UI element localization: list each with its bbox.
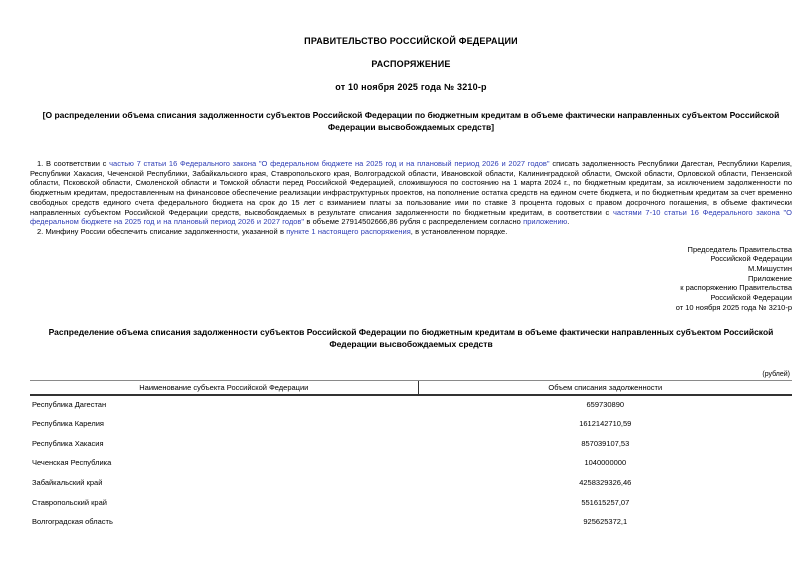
column-header-amount: Объем списания задолженности (548, 382, 663, 392)
paragraph-1-tail: . (567, 217, 570, 227)
paragraph-2-tail: , в установленном порядке. (410, 226, 508, 236)
subject-name-cell: Ставропольский край (32, 497, 107, 507)
paragraph-2 (30, 227, 792, 237)
signature-line: Председатель Правительства (687, 244, 792, 254)
annex-ref-line: Российской Федерации (710, 293, 792, 303)
doc-type: РАСПОРЯЖЕНИЕ (371, 59, 451, 69)
paragraph-1-mid: списать задолженность Республики Дагестан, Республики Карелия, Республики Хакасия, Чеченской Республики, Забайкальского края, Ставропольского края, Волгоградской области, Ивановской области, Калининградской области, Омской области, Орловской области, Пензенской области, Псковской области, Смоленской области и Томской области перед Российской Федерацией, сложившуюся по состоянию на 1 марта 2024 г., по бюджетным кредитам, за исключением задолженности по бюджетным кредитам, предоставленным на финансовое обеспечение реализации инфраструктурных проектов, на пополнение остатка средств на едином счете бюджета, и по бюджетным кредитам за счет временно свободных средств единого счета федерального бюджета на срок до 15 лет с взиманием платы за пользование ими по ставке 3 процента годовых с правом досрочного погашения, в объеме фактически направленных субъектом Российской Федерации средств, высвобождаемых в результате списания задолженности по бюджетным кредитам, в соответствии с (30, 159, 793, 217)
amount-cell: 925625372,1 (583, 517, 628, 527)
subject-name-cell: Республика Карелия (32, 419, 104, 429)
table-row (30, 415, 792, 435)
amount-cell: 551615257,07 (581, 497, 630, 507)
amount-cell: 1612142710,59 (579, 419, 632, 429)
annex-ref-line: от 10 ноября 2025 года № 3210-р (675, 302, 792, 312)
subject-name-cell: Республика Дагестан (32, 399, 107, 409)
law-link-2[interactable]: частями 7-10 статьи 16 Федерального закона "О федеральном бюджете на 2025 год и на плановый период 2026 и 2027 годов" (30, 207, 792, 227)
subjects-table (30, 380, 792, 533)
column-header-subject: Наименование субъекта Российской Федерации (30, 381, 419, 394)
table-row (30, 474, 792, 494)
subject-name-cell: Чеченская Республика (32, 458, 112, 468)
units-note: (рублей) (762, 370, 790, 378)
doc-date-number: от 10 ноября 2025 года № 3210-р (335, 82, 487, 92)
annex-ref-line: Приложение (748, 273, 792, 283)
table-row (30, 435, 792, 455)
table-row (30, 396, 792, 416)
amount-cell: 1040000000 (584, 458, 627, 468)
doc-title: [О распределении объема списания задолженности субъектов Российской Федерации по бюджетным кредитам в объеме фактически направленных субъектом Российской Федерации высвобождаемых средств] (42, 110, 780, 132)
amount-cell: 659730890 (586, 399, 625, 409)
paragraph-1-amount: в объеме 27914502666,86 рубля с распределением согласно (304, 217, 524, 227)
annex-ref-line: к распоряжению Правительства (680, 283, 792, 293)
table-header-row (30, 380, 792, 396)
table-row (30, 454, 792, 474)
paragraph-1-lead: 1. В соответствии с (37, 159, 110, 168)
paragraph-2-lead: 2. Минфину России обеспечить списание задолженности, указанной в (37, 226, 287, 236)
subject-name-cell: Забайкальский край (32, 477, 103, 487)
table-row (30, 513, 792, 533)
annex-link[interactable]: приложению (523, 217, 568, 227)
law-link-1[interactable]: частью 7 статьи 16 Федерального закона "О федеральном бюджете на 2025 год и на плановый период 2026 и 2027 годов" (109, 159, 550, 168)
clause-1-link[interactable]: пункте 1 настоящего распоряжения (286, 226, 411, 236)
paragraph-1 (30, 159, 792, 227)
subject-name-cell: Волгоградская область (32, 517, 113, 527)
signature-line: Российской Федерации (710, 254, 792, 264)
amount-cell: 857039107,53 (581, 438, 630, 448)
subject-name-cell: Республика Хакасия (32, 438, 104, 448)
appendix-title: Распределение объема списания задолженности субъектов Российской Федерации по бюджетным кредитам в объеме фактически направленных субъектом Российской Федерации высвобождаемых средств (48, 326, 774, 349)
authority-title: ПРАВИТЕЛЬСТВО РОССИЙСКОЙ ФЕДЕРАЦИИ (304, 36, 518, 46)
signature-block (30, 245, 792, 313)
amount-cell: 4258329326,46 (579, 477, 632, 487)
table-row (30, 494, 792, 514)
signatory-name: М.Мишустин (748, 264, 792, 274)
